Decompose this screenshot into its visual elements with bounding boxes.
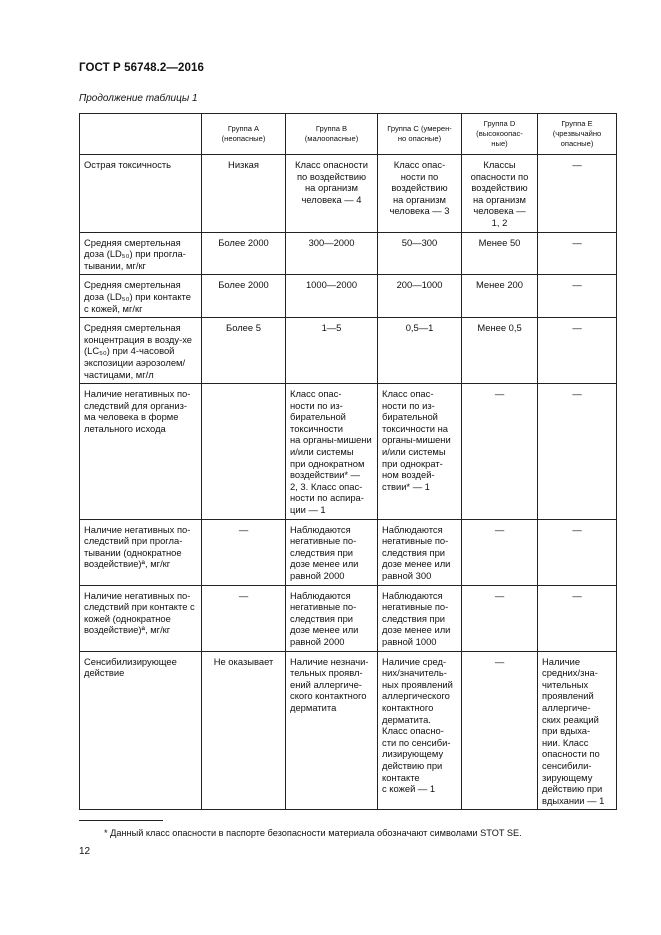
cell-group-d: —: [462, 651, 538, 810]
cell-group-e: —: [538, 155, 617, 233]
cell-group-c: Наличие сред- них/значитель- ных проявлений аллергического контактного дерматита. Класс опасно- сти по сенсиби- лизирующему действию при контакте с кожей — 1: [378, 651, 462, 810]
page-number: 12: [79, 846, 91, 857]
header-cell-group-d: Группа D (высокоопас- ные): [462, 114, 538, 155]
table-row: [80, 275, 617, 318]
cell-group-d: —: [462, 519, 538, 585]
cell-group-d: —: [462, 585, 538, 651]
header-cell-group-b: Группа В (малоопасные): [286, 114, 378, 155]
cell-group-b: Наблюдаются негативные по- следствия при дозе менее или равной 2000: [286, 585, 378, 651]
cell-group-a: Низкая: [202, 155, 286, 233]
cell-group-d: Классы опасности по воздействию на организм человека — 1, 2: [462, 155, 538, 233]
cell-group-d: Менее 50: [462, 232, 538, 275]
cell-group-b: Класс опас- ности по из- бирательной токсичности на органы-мишени и/или системы при однократном воздействии* — 2, 3. Класс опас- ности по аспира- ции — 1: [286, 384, 378, 520]
cell-group-c: Класс опас- ности по из- бирательной токсичности на органы-мишени и/или системы при однократ- ном воздей- ствии* — 1: [378, 384, 462, 520]
cell-group-e: —: [538, 318, 617, 384]
cell-group-b: Наличие незначи- тельных проявл- ений аллергиче- ского контактного дерматита: [286, 651, 378, 810]
cell-group-c: 0,5—1: [378, 318, 462, 384]
cell-group-b: 1000—2000: [286, 275, 378, 318]
cell-group-a: —: [202, 519, 286, 585]
cell-group-e: Наличие средних/зна- чительных проявлений аллергиче- ских реакций при вдыха- нии. Класс опасности по сенсибили- зирующему действию при вдыхании — 1: [538, 651, 617, 810]
table-row: [80, 155, 617, 233]
row-label: Наличие негативных по-следствий для организ-ма человека в форме летального исхода: [80, 384, 202, 520]
cell-group-a: [202, 384, 286, 520]
cell-group-b: Класс опасности по воздействию на организм человека — 4: [286, 155, 378, 233]
row-label: Наличие негативных по-следствий при прогла-тывании (однократное воздействие)ª, мг/кг: [80, 519, 202, 585]
cell-group-b: 1—5: [286, 318, 378, 384]
footnote-divider: [79, 820, 163, 821]
row-label: Наличие негативных по-следствий при контакте с кожей (однократное воздействие)ª, мг/кг: [80, 585, 202, 651]
cell-group-c: 200—1000: [378, 275, 462, 318]
cell-group-c: Наблюдаются негативные по- следствия при дозе менее или равной 1000: [378, 585, 462, 651]
cell-group-d: Менее 0,5: [462, 318, 538, 384]
header-cell-property: [80, 114, 202, 155]
header-cell-group-c: Группа С (умерен- но опасные): [378, 114, 462, 155]
row-label: Средняя смертельная концентрация в возду-хе (LC₅₀) при 4-часовой экспозиции аэрозолем/частицами, мг/л: [80, 318, 202, 384]
cell-group-e: —: [538, 232, 617, 275]
document-header: ГОСТ Р 56748.2—2016: [79, 62, 204, 74]
footnote: * Данный класс опасности в паспорте безопасности материала обозначают символами STOT SE.: [104, 828, 522, 838]
cell-group-c: Наблюдаются негативные по- следствия при дозе менее или равной 300: [378, 519, 462, 585]
cell-group-c: 50—300: [378, 232, 462, 275]
row-label: Острая токсичность: [80, 155, 202, 233]
row-label: Средняя смертельная доза (LD₅₀) при прогла-тывании, мг/кг: [80, 232, 202, 275]
cell-group-e: —: [538, 585, 617, 651]
table-row: [80, 519, 617, 585]
table-header-row: [80, 114, 617, 155]
row-label: Сенсибилизирующее действие: [80, 651, 202, 810]
header-cell-group-a: Группа А (неопасные): [202, 114, 286, 155]
cell-group-d: Менее 200: [462, 275, 538, 318]
table-row: [80, 651, 617, 810]
cell-group-b: Наблюдаются негативные по- следствия при дозе менее или равной 2000: [286, 519, 378, 585]
cell-group-a: Не оказывает: [202, 651, 286, 810]
header-cell-group-e: Группа Е (чрезвычайно опасные): [538, 114, 617, 155]
cell-group-a: Более 2000: [202, 275, 286, 318]
hazard-classification-table: [79, 113, 617, 810]
table-row: [80, 585, 617, 651]
cell-group-c: Класс опас- ности по воздействию на организм человека — 3: [378, 155, 462, 233]
cell-group-d: —: [462, 384, 538, 520]
table-row: [80, 318, 617, 384]
cell-group-b: 300—2000: [286, 232, 378, 275]
cell-group-a: Более 2000: [202, 232, 286, 275]
table-row: [80, 384, 617, 520]
table-caption: Продолжение таблицы 1: [79, 93, 198, 104]
cell-group-a: —: [202, 585, 286, 651]
cell-group-e: —: [538, 519, 617, 585]
row-label: Средняя смертельная доза (LD₅₀) при контакте с кожей, мг/кг: [80, 275, 202, 318]
cell-group-e: —: [538, 275, 617, 318]
table-row: [80, 232, 617, 275]
cell-group-e: —: [538, 384, 617, 520]
cell-group-a: Более 5: [202, 318, 286, 384]
